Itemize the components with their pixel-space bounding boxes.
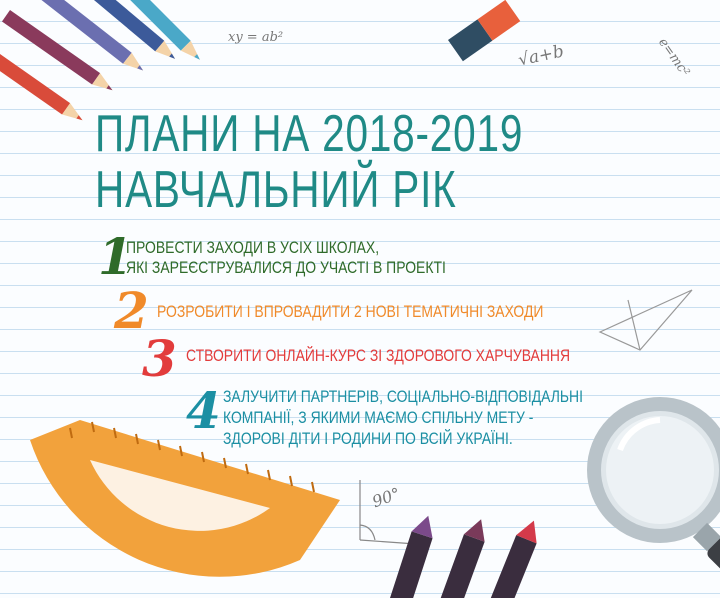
page-title xyxy=(95,106,523,218)
item-4-line-2: КОМПАНІЇ, З ЯКИМИ МАЄМО СПІЛЬНУ МЕТУ - xyxy=(223,408,534,427)
item-2-line-1: РОЗРОБИТИ І ВПРОВАДИТИ 2 НОВІ ТЕМАТИЧНІ ЗАХОДИ xyxy=(157,302,544,321)
item-4-line-3: ЗДОРОВІ ДІТИ І РОДИНИ ПО ВСІЙ УКРАЇНІ. xyxy=(223,429,513,448)
formula-doodle-3: e=mc² xyxy=(655,35,693,80)
item-1-line-1: ПРОВЕСТИ ЗАХОДИ В УСІХ ШКОЛАХ, xyxy=(126,238,380,257)
triangle-doodle-icon xyxy=(600,290,692,350)
crayons-icon xyxy=(390,512,544,598)
item-text-1 xyxy=(126,238,446,278)
item-text-2 xyxy=(157,302,543,322)
item-number-2: 2 xyxy=(114,281,149,340)
item-1-line-2: ЯКІ ЗАРЕЄСТРУВАЛИСЯ ДО УЧАСТІ В ПРОЕКТІ xyxy=(126,258,446,277)
item-text-3 xyxy=(186,346,570,366)
item-3-line-1: СТВОРИТИ ОНЛАЙН-КУРС ЗІ ЗДОРОВОГО ХАРЧУВАННЯ xyxy=(186,346,571,365)
item-number-4: 4 xyxy=(186,381,221,440)
title-line-2: НАВЧАЛЬНИЙ РІК xyxy=(95,161,457,219)
magnifying-glass-icon xyxy=(594,404,720,596)
eraser-icon xyxy=(448,0,520,61)
item-text-4 xyxy=(223,386,583,449)
item-number-1: 1 xyxy=(98,227,133,286)
formula-doodle-1: xy = ab² xyxy=(228,30,284,45)
angle-label: 90° xyxy=(369,483,403,512)
item-4-line-1: ЗАЛУЧИТИ ПАРТНЕРІВ, СОЦІАЛЬНО-ВІДПОВІДАЛЬНІ xyxy=(223,387,584,406)
title-line-1: ПЛАНИ НА 2018-2019 xyxy=(95,105,524,163)
item-number-3: 3 xyxy=(142,329,177,388)
formula-doodle-2: √a+b xyxy=(516,41,566,71)
